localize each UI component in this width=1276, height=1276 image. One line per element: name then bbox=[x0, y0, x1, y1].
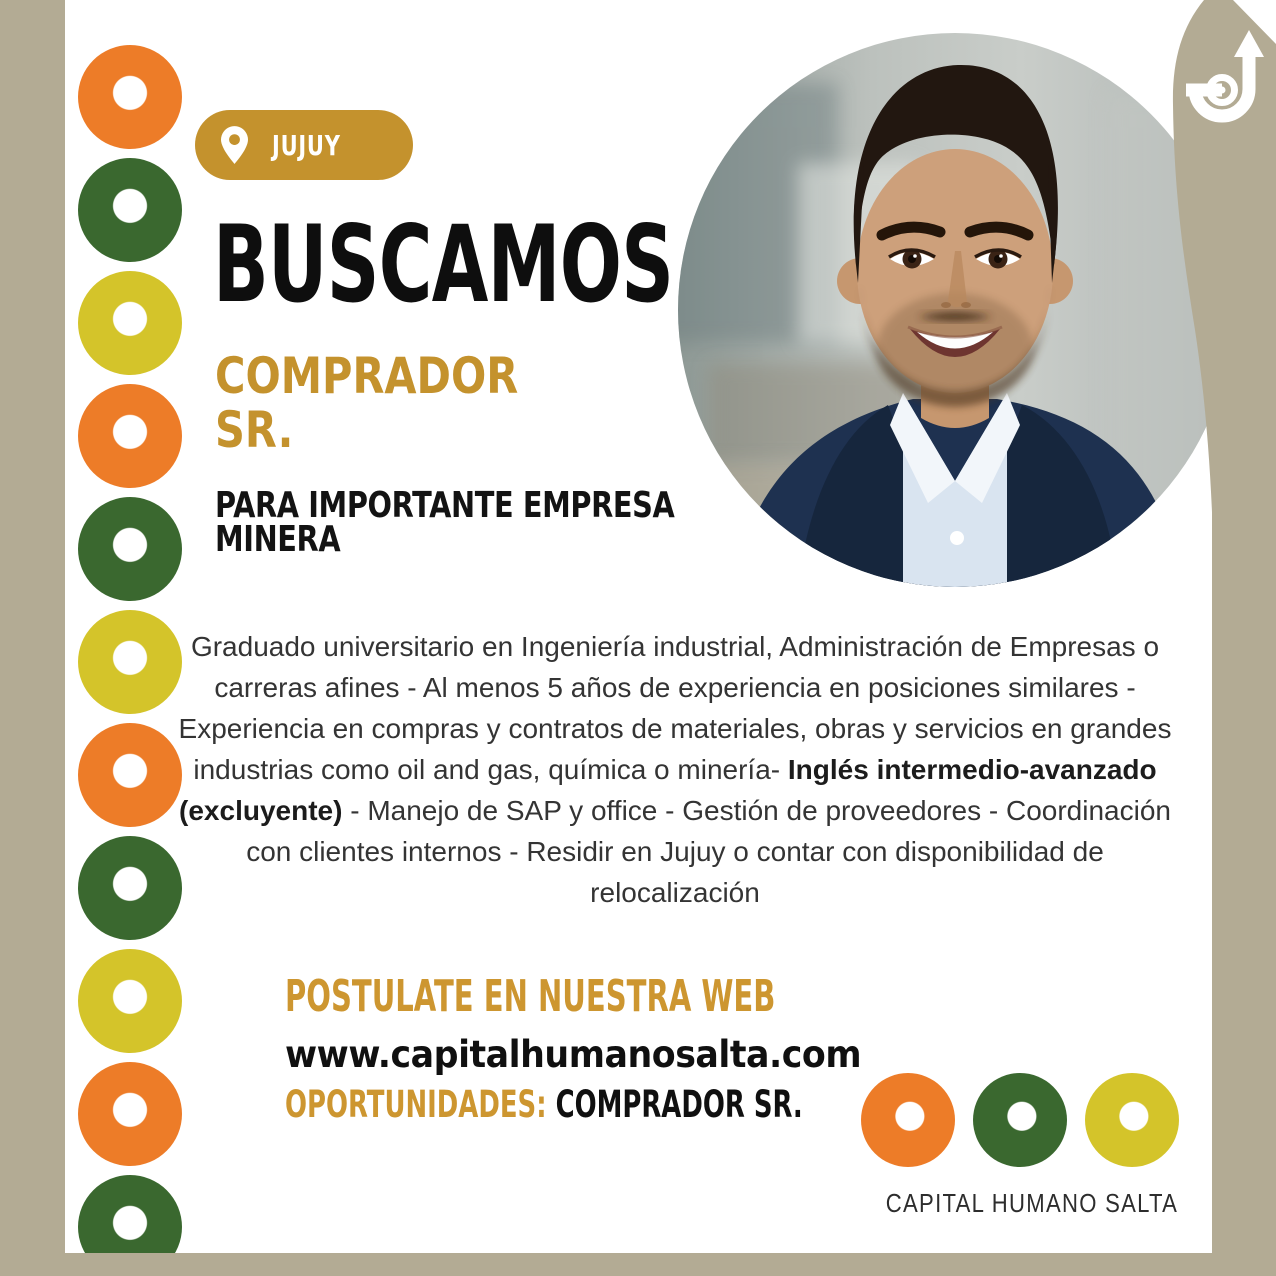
decor-dot-green bbox=[78, 158, 182, 262]
location-pin-icon bbox=[221, 126, 248, 164]
frame-left bbox=[0, 0, 65, 1276]
corner-decoration bbox=[1000, 0, 1276, 720]
decor-dot-green bbox=[973, 1073, 1067, 1167]
brand-logo-dots bbox=[861, 1073, 1179, 1167]
requirements-segment-bold: Inglés intermedio-avanzado (excluyente) bbox=[179, 754, 1157, 826]
cta-heading: POSTULATE EN NUESTRA WEB bbox=[285, 971, 776, 1022]
decor-dot-yellow bbox=[78, 271, 182, 375]
decor-dot-orange bbox=[78, 384, 182, 488]
decor-dot-orange bbox=[861, 1073, 955, 1167]
decor-dot-green bbox=[78, 836, 182, 940]
brand-wordmark: CAPITAL HUMANO SALTA bbox=[885, 1188, 1179, 1218]
decor-dot-orange bbox=[78, 45, 182, 149]
decor-dot-green bbox=[78, 497, 182, 601]
headline-company: PARA IMPORTANTE EMPRESA MINERA bbox=[215, 485, 675, 560]
decor-dot-yellow bbox=[78, 949, 182, 1053]
frame-bottom bbox=[0, 1253, 1276, 1276]
decor-dot-yellow bbox=[78, 610, 182, 714]
website-url[interactable]: www.capitalhumanosalta.com bbox=[285, 1033, 862, 1076]
left-dots-column bbox=[78, 45, 182, 1276]
decor-dot-yellow bbox=[1085, 1073, 1179, 1167]
location-pill bbox=[195, 110, 413, 180]
corner-blob bbox=[1173, 0, 1276, 720]
headline-main: BUSCAMOS bbox=[213, 203, 674, 326]
headline-role: COMPRADOR SR. bbox=[215, 347, 519, 459]
decor-dot-orange bbox=[78, 1062, 182, 1166]
requirements-segment: - Manejo de SAP y office - Gestión de proveedores - Coordinación con clientes internos - Residir en Jujuy o contar con disponibilidad de relocalización bbox=[246, 795, 1171, 908]
requirements-segment: Graduado universitario en Ingeniería industrial, Administración de Empresas o carreras afines - Al menos 5 años de experiencia en posiciones similares - Experiencia en compras y contratos de materiales, obras y servicios en grandes industrias como oil and gas, química o minería- bbox=[178, 631, 1172, 785]
decor-dot-orange bbox=[78, 723, 182, 827]
location-label: JUJUY bbox=[272, 128, 341, 162]
opportunities-role: COMPRADOR SR. bbox=[555, 1083, 803, 1126]
opportunities-label: OPORTUNIDADES: bbox=[285, 1083, 547, 1126]
